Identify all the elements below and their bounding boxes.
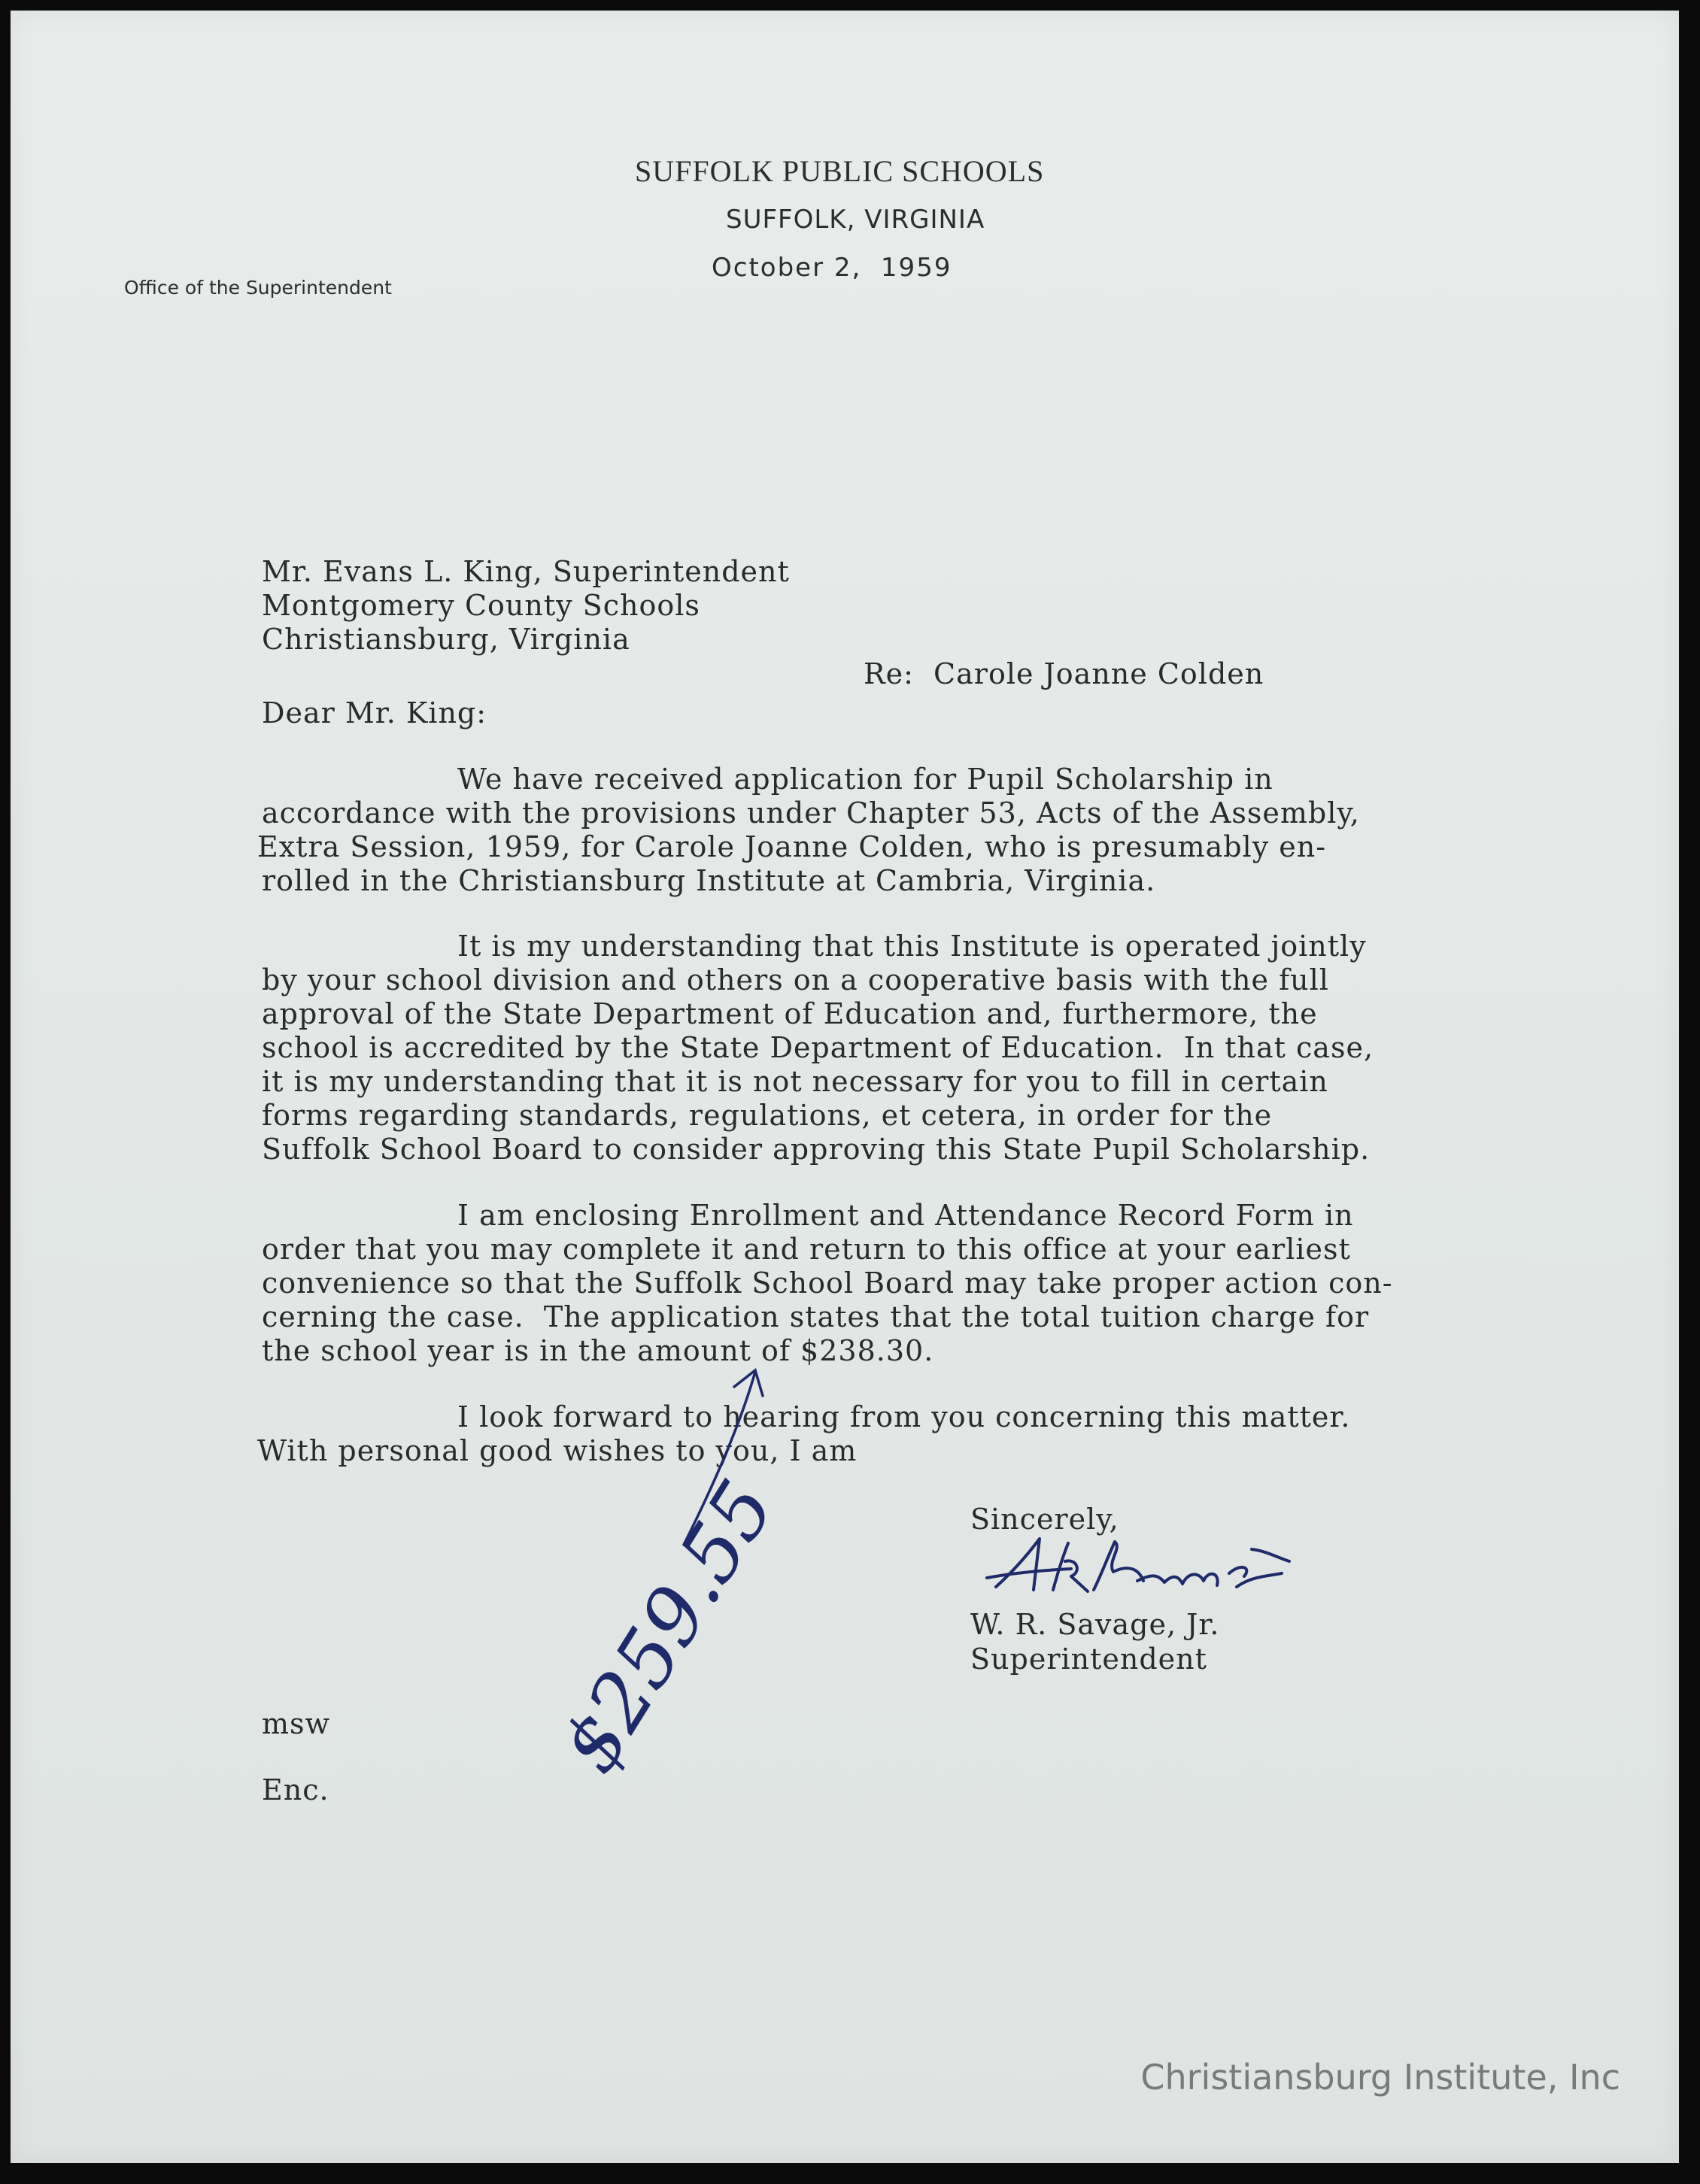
recipient-line-2: Montgomery County Schools: [262, 589, 700, 622]
paragraph-2-line-4: school is accredited by the State Department of Education. In that case,: [262, 1031, 1374, 1064]
typist-initials: msw: [262, 1707, 331, 1740]
paragraph-3-line-1: I am enclosing Enrollment and Attendance Record Form in: [457, 1199, 1354, 1232]
paragraph-1-line-2: accordance with the provisions under Chapter 53, Acts of the Assembly,: [262, 796, 1360, 830]
paragraph-2-line-1: It is my understanding that this Institute is operated jointly: [457, 930, 1367, 963]
letterhead-office: Office of the Superintendent: [124, 277, 392, 299]
signature: [981, 1528, 1297, 1611]
paragraph-4-line-1: I look forward to hearing from you concerning this matter.: [457, 1400, 1351, 1433]
paragraph-3-line-4: cerning the case. The application states that the total tuition charge for: [262, 1300, 1370, 1333]
letter-date: October 2, 1959: [712, 253, 952, 283]
signer-title: Superintendent: [970, 1643, 1207, 1676]
paragraph-2-line-7: Suffolk School Board to consider approving this State Pupil Scholarship.: [262, 1133, 1371, 1166]
paragraph-2-line-2: by your school division and others on a cooperative basis with the full: [262, 963, 1329, 996]
paragraph-3-line-3: convenience so that the Suffolk School Board may take proper action con-: [262, 1266, 1393, 1300]
recipient-line-1: Mr. Evans L. King, Superintendent: [262, 555, 790, 588]
paragraph-1-line-3: Extra Session, 1959, for Carole Joanne Colden, who is presumably en-: [257, 830, 1327, 863]
paragraph-2-line-3: approval of the State Department of Education and, furthermore, the: [262, 997, 1318, 1030]
re-line: Re: Carole Joanne Colden: [864, 657, 1264, 690]
watermark-text: Christiansburg Institute, Inc: [1140, 2057, 1620, 2098]
paragraph-4-line-2: With personal good wishes to you, I am: [257, 1434, 858, 1467]
letter-page: [11, 11, 1679, 2163]
paragraph-2-line-5: it is my understanding that it is not necessary for you to fill in certain: [262, 1065, 1328, 1098]
paragraph-1-line-1: We have received application for Pupil Scholarship in: [457, 763, 1273, 796]
handwritten-amount: $259.55: [542, 1464, 793, 1788]
signer-name: W. R. Savage, Jr.: [970, 1608, 1220, 1641]
letterhead-location: SUFFOLK, VIRGINIA: [726, 205, 985, 235]
paragraph-3-line-2: order that you may complete it and return to this office at your earliest: [262, 1233, 1351, 1266]
handwritten-annotation: [537, 1357, 958, 1808]
letterhead-organization: SUFFOLK PUBLIC SCHOOLS: [635, 154, 1045, 188]
salutation: Dear Mr. King:: [262, 696, 487, 730]
enclosure-notation: Enc.: [262, 1773, 329, 1806]
paragraph-2-line-6: forms regarding standards, regulations, et cetera, in order for the: [262, 1099, 1273, 1132]
closing: Sincerely,: [970, 1503, 1119, 1536]
paragraph-1-line-4: rolled in the Christiansburg Institute at Cambria, Virginia.: [262, 864, 1156, 897]
paragraph-3-line-5: the school year is in the amount of $238.30.: [262, 1334, 934, 1367]
recipient-line-3: Christiansburg, Virginia: [262, 623, 630, 656]
